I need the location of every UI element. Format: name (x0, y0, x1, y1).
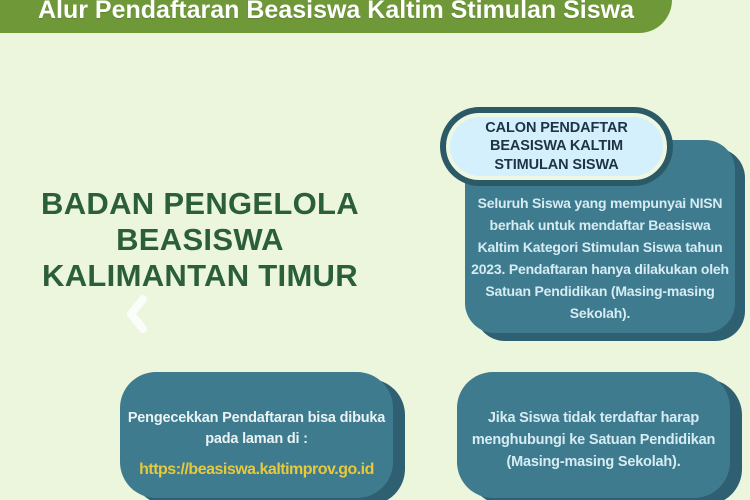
check-box-line: pada laman di : (205, 431, 308, 447)
badge-line: STIMULAN SISWA (494, 156, 619, 173)
contact-box-line: (Masing-masing Sekolah). (506, 454, 681, 470)
contact-box-line: menghubungi ke Satuan Pendidikan (471, 432, 716, 448)
applicant-badge (440, 107, 673, 186)
org-title-line: BADAN PENGELOLA (41, 186, 359, 221)
registration-check-box (120, 372, 393, 498)
applicant-badge-label (450, 117, 663, 176)
header-bar (0, 0, 672, 33)
contact-box (457, 372, 730, 498)
chevron-left-icon[interactable] (123, 293, 150, 335)
contact-box-line: Jika Siswa tidak terdaftar harap (487, 410, 700, 426)
org-title (15, 186, 385, 294)
info-box-line: berhak untuk mendaftar Beasiswa (489, 217, 711, 233)
check-box-line: Pengecekkan Pendaftaran bisa dibuka (127, 410, 386, 426)
info-box-line: 2023. Pendaftaran hanya dilakukan oleh (471, 261, 729, 277)
info-box-line: Sekolah). (569, 305, 631, 321)
org-title-line: BEASISWA (116, 222, 284, 257)
info-box-line: Satuan Pendidikan (Masing-masing (485, 283, 715, 299)
org-title-line: KALIMANTAN TIMUR (42, 258, 358, 293)
info-box-line: Kaltim Kategori Stimulan Siswa tahun (477, 239, 723, 255)
scholarship-url-link[interactable]: https://beasiswa.kaltimprov.go.id (139, 461, 374, 478)
page-title: Alur Pendaftaran Beasiswa Kaltim Stimulan Siswa (37, 0, 635, 24)
info-box-line: Seluruh Siswa yang mempunyai NISN (477, 195, 723, 211)
badge-line: CALON PENDAFTAR (485, 119, 628, 136)
badge-line: BEASISWA KALTIM (489, 138, 624, 155)
